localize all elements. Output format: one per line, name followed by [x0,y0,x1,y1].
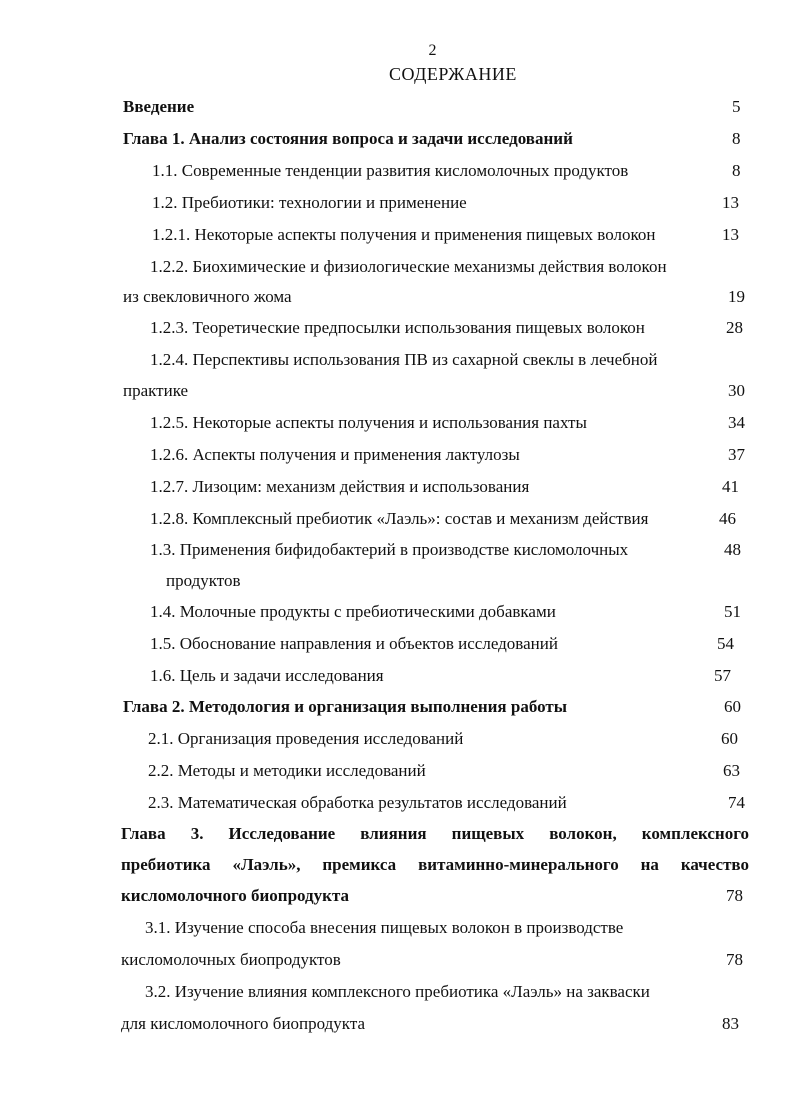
toc-entry-chapter-1: Глава 1. Анализ состояния вопроса и задачи исследований [123,129,573,148]
toc-entry-chapter-2: Глава 2. Методология и организация выполнения работы [123,697,567,716]
toc-page: 5 [732,97,741,116]
toc-entry-continuation: практике [123,381,189,400]
toc-page: 60 [724,697,741,716]
toc-entry: 1.3. Применения бифидобактерий в производстве кисломолочных [150,540,629,559]
toc-entry-continuation: кисломолочного биопродукта [121,886,350,905]
toc-entry: 1.4. Молочные продукты с пребиотическими добавками [150,602,556,621]
toc-page: 78 [726,950,743,969]
toc-page: 30 [728,381,745,400]
toc-entry-continuation: для кисломолочного биопродукта [121,1014,366,1033]
toc-entry: 2.1. Организация проведения исследований [148,729,464,748]
toc-entry: 1.5. Обоснование направления и объектов исследований [150,634,558,653]
toc-entry: 1.2.5. Некоторые аспекты получения и использования пахты [150,413,587,432]
toc-entry: 1.2.2. Биохимические и физиологические механизмы действия волокон [150,257,667,276]
toc-entry-continuation: продуктов [166,571,241,590]
toc-entry: 2.2. Методы и методики исследований [148,761,426,780]
toc-entry: 1.2.8. Комплексный пребиотик «Лаэль»: состав и механизм действия [150,509,649,528]
toc-page: 19 [728,287,745,306]
toc-entry: 1.2. Пребиотики: технологии и применение [152,193,467,212]
toc-entry: 1.2.6. Аспекты получения и применения лактулозы [150,445,520,464]
toc-entry: 1.2.3. Теоретические предпосылки использования пищевых волокон [150,318,645,337]
toc-entry: 3.1. Изучение способа внесения пищевых волокон в производстве [145,918,624,937]
toc-page: 51 [724,602,741,621]
toc-page: 74 [728,793,745,812]
toc-entry: 1.2.7. Лизоцим: механизм действия и использования [150,477,530,496]
toc-page: 41 [722,477,739,496]
toc-entry: 1.1. Современные тенденции развития кисломолочных продуктов [152,161,629,180]
toc-page: 8 [732,129,741,148]
toc-entry: 1.2.1. Некоторые аспекты получения и применения пищевых волокон [152,225,656,244]
toc-entry-continuation: из свекловичного жома [123,287,292,306]
toc-entry-chapter-3: Глава 3. Исследование влияния пищевых волокон, комплексного [121,824,749,843]
toc-entry: 1.2.4. Перспективы использования ПВ из сахарной свеклы в лечебной [150,350,658,369]
toc-page: 28 [726,318,743,337]
toc-page: 13 [722,193,739,212]
toc-page: 46 [719,509,736,528]
toc-page: 60 [721,729,738,748]
toc-page: 13 [722,225,739,244]
page-title: СОДЕРЖАНИЕ [389,64,517,84]
toc-entry-intro: Введение [123,97,195,116]
toc-page: 48 [724,540,741,559]
toc-entry-continuation: пребиотика «Лаэль», премикса витаминно-минерального на качество [121,855,749,874]
toc-page: 78 [726,886,743,905]
toc-entry-continuation: кисломолочных биопродуктов [121,950,341,969]
toc-page: 57 [714,666,731,685]
toc-page: 83 [722,1014,739,1033]
toc-page: 34 [728,413,745,432]
page-number: 2 [428,42,437,59]
toc-page: 37 [728,445,745,464]
toc-page: 54 [717,634,734,653]
toc-page: 8 [732,161,741,180]
toc-entry: 2.3. Математическая обработка результатов исследований [148,793,567,812]
toc-entry: 1.6. Цель и задачи исследования [150,666,384,685]
toc-entry: 3.2. Изучение влияния комплексного пребиотика «Лаэль» на закваски [145,982,650,1001]
toc-page: 63 [723,761,740,780]
